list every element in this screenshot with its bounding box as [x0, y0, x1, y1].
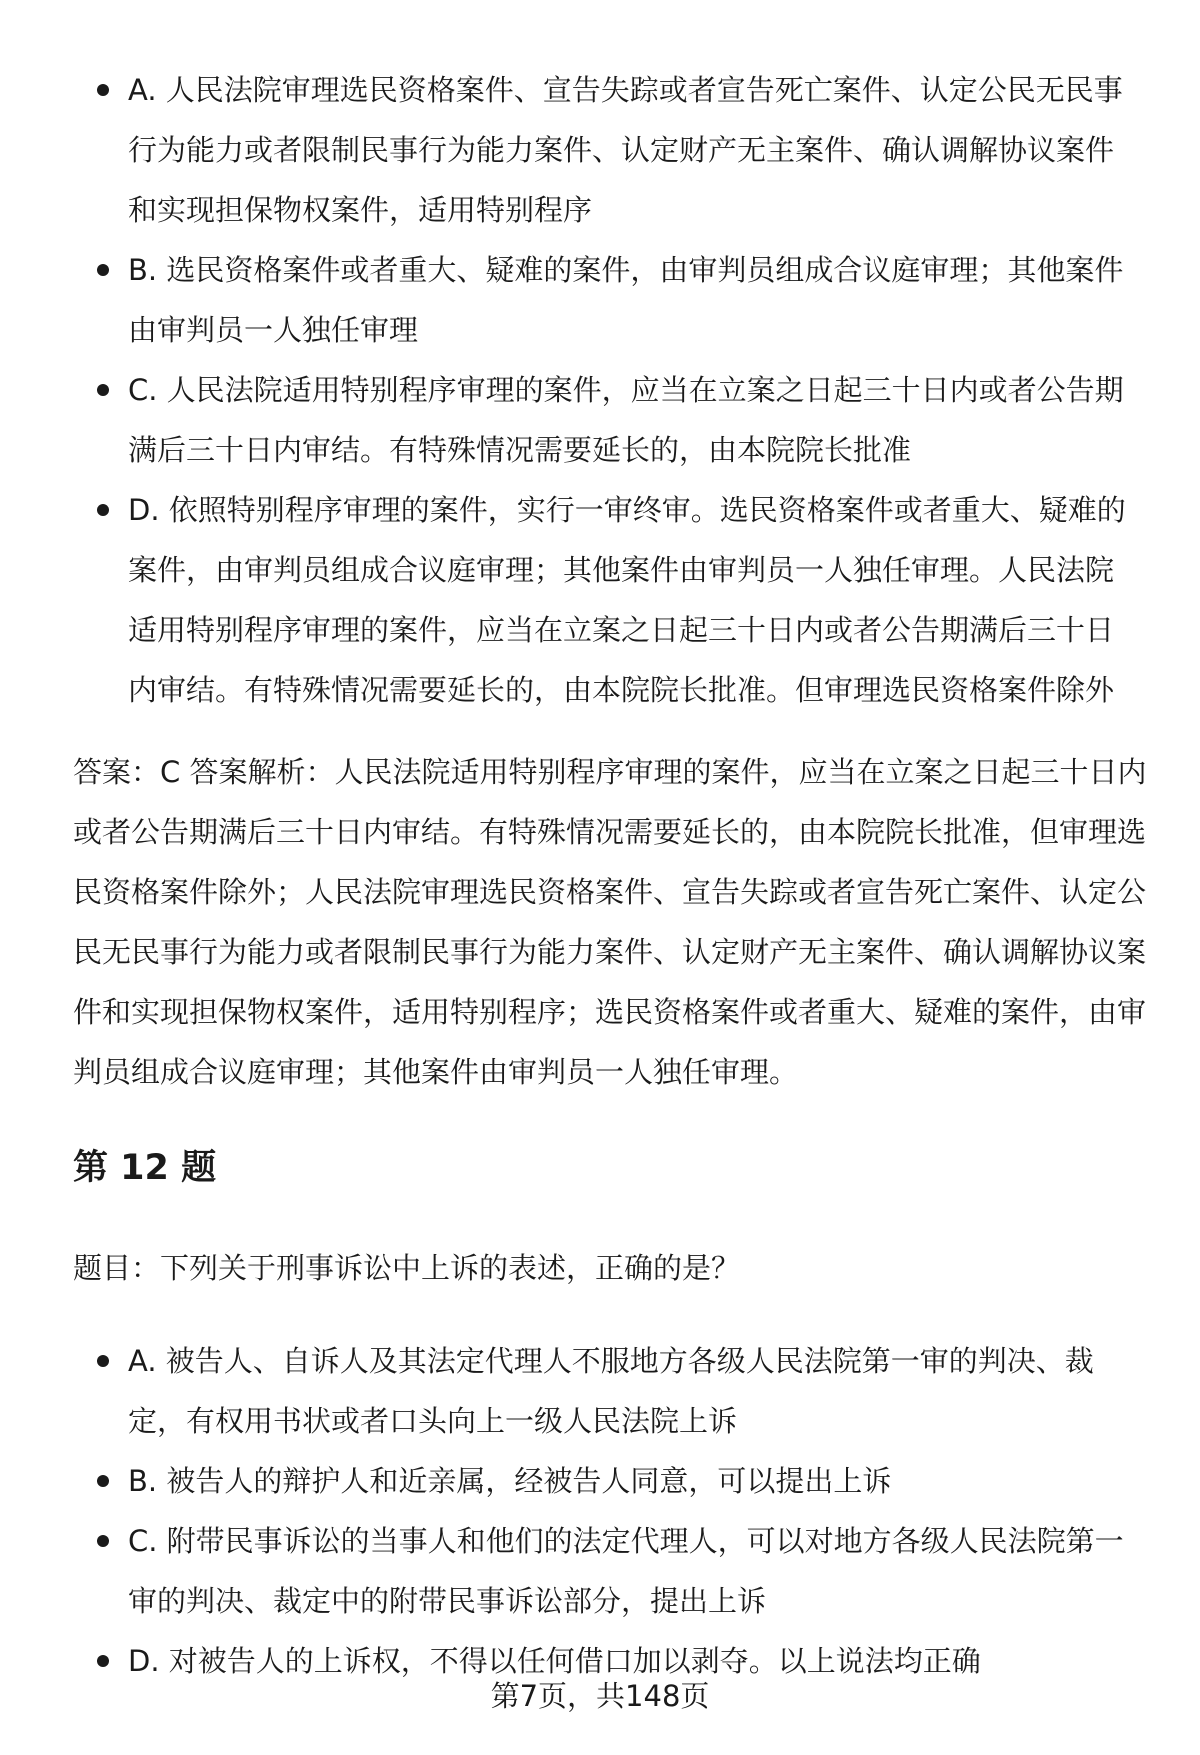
bullet-icon: [97, 384, 109, 396]
question-stem: 题目：下列关于刑事诉讼中上诉的表述，正确的是？: [73, 1251, 741, 1285]
option-text: C. 人民法院适用特别程序审理的案件，应当在立案之日起三十日内或者公告期满后三十日内审结。有特殊情况需要延长的，由本院院长批准: [128, 373, 1124, 467]
option-text: B. 选民资格案件或者重大、疑难的案件，由审判员组成合议庭审理；其他案件由审判员一人独任审理: [128, 253, 1124, 347]
bullet-icon: [97, 1655, 109, 1667]
bullet-icon: [97, 1535, 109, 1547]
option-text: C. 附带民事诉讼的当事人和他们的法定代理人，可以对地方各级人民法院第一审的判决、裁定中的附带民事诉讼部分，提出上诉: [128, 1524, 1124, 1618]
question-heading: 第 12 题: [73, 1148, 217, 1188]
option-b: [0, 240, 1200, 360]
page-number: 第7页，共148页: [490, 1679, 710, 1713]
option-b: [0, 1451, 1200, 1511]
answer-explanation: 答案：C 答案解析：人民法院适用特别程序审理的案件，应当在立案之日起三十日内或者公告期满后三十日内审结。有特殊情况需要延长的，由本院院长批准，但审理选民资格案件除外；人民法院审理选民资格案件、宣告失踪或者宣告死亡案件、认定公民无民事行为能力或者限制民事行为能力案件、认定财产无主案件、确认调解协议案件和实现担保物权案件，适用特别程序；选民资格案件或者重大、疑难的案件，由审判员组成合议庭审理；其他案件由审判员一人独任审理。: [73, 755, 1147, 1089]
bullet-icon: [97, 84, 109, 96]
option-c: [0, 1511, 1200, 1631]
option-text: A. 人民法院审理选民资格案件、宣告失踪或者宣告死亡案件、认定公民无民事行为能力或者限制民事行为能力案件、认定财产无主案件、确认调解协议案件和实现担保物权案件，适用特别程序: [128, 73, 1123, 227]
option-a: [0, 1331, 1200, 1451]
question-options: [0, 1331, 1200, 1691]
option-text: D. 对被告人的上诉权，不得以任何借口加以剥夺。以上说法均正确: [128, 1644, 981, 1678]
bullet-icon: [97, 504, 109, 516]
option-text: B. 被告人的辩护人和近亲属，经被告人同意，可以提出上诉: [128, 1464, 892, 1498]
bullet-icon: [97, 1355, 109, 1367]
option-text: D. 依照特别程序审理的案件，实行一审终审。选民资格案件或者重大、疑难的案件，由审判员组成合议庭审理；其他案件由审判员一人独任审理。人民法院适用特别程序审理的案件，应当在立案之日起三十日内或者公告期满后三十日内审结。有特殊情况需要延长的，由本院院长批准。但审理选民资格案件除外: [128, 493, 1126, 707]
option-c: [0, 360, 1200, 480]
option-text: A. 被告人、自诉人及其法定代理人不服地方各级人民法院第一审的判决、裁定，有权用书状或者口头向上一级人民法院上诉: [128, 1344, 1094, 1438]
bullet-icon: [97, 264, 109, 276]
prev-question-options: [0, 60, 1200, 720]
option-d: [0, 480, 1200, 720]
option-a: [0, 60, 1200, 240]
bullet-icon: [97, 1475, 109, 1487]
